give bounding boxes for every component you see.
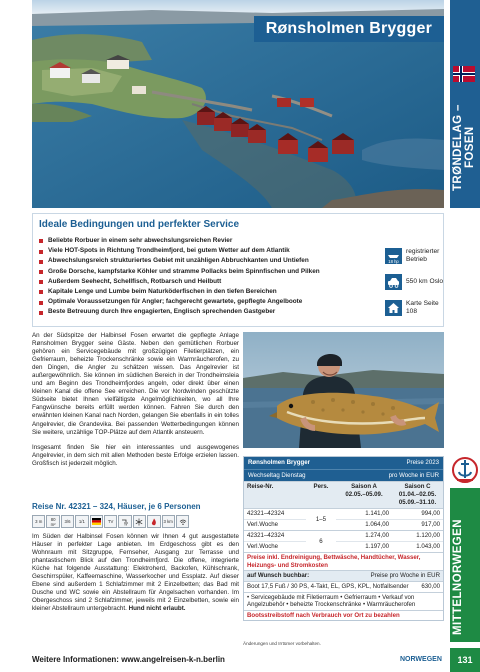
col-reise: Reise-Nr.: [247, 483, 274, 491]
service-list: • Servicegebäude mit Filetierraum • Gefrierraum • Verkauf von Angelzubehör • beheizte Trockenschränke • Warmräucherofen: [244, 592, 443, 610]
amenity-icons: [32, 515, 239, 528]
bath-icon: 1/1: [75, 515, 88, 528]
boat-18hp-icon: [385, 248, 402, 264]
table-cell: 42321–42324: [247, 510, 285, 518]
rooms-icon: 3/6: [61, 515, 74, 528]
table-cell: 6: [319, 538, 323, 546]
angler-with-cod-illustration: [243, 332, 444, 448]
intro-paragraph: An der Südspitze der Halbinsel Fosen erwartet die gepflegte Anlage Rønsholmen Brygger seine Gäste. Neben den gemütlichen Rorbuer gehören ein Servicegebäude mit großzügigen Filetierplätzen, ein Gefrierraum, beheizte Trockenschränke sowie ein Warmräucherofen, zu den Dingen, die Angler zu schätzen wissen. Das Angelrevier ist außergewöhnlich. Sie können im südlichen Bereich in der Trondheimsleia und am Beginn des Trondheimfjordes angeln, oder direkt über einen kleinen Kanal die offene See erreichen. Die vor Nordwinden geschützte Südseite bietet Ihnen vielfältigste Angelmöglichkeiten, wo all Ihre Fangwünsche bereits erfüllt werden können. Fahren Sie durch den erwähnten kleinen Kanal nach Norden, gelangen Sie ebenfalls in ein tolles Angelrevier, die Grandevika. Bei passenden Wetterbedingungen können Sie weitere, unzählige TOP-Plätze auf dem Atlantik ansteuern.: [32, 332, 239, 436]
features-box: [32, 213, 444, 327]
price-group: [244, 530, 443, 552]
feature-item: Abwechslungsreich strukturiertes Gebiet mit unzähligen Abbruchkanten und Untiefen: [39, 256, 369, 266]
price-year: Preise 2023: [406, 459, 439, 466]
area-icon: 80 m²: [46, 515, 59, 528]
bookable-unit: Preise pro Woche in EUR: [370, 572, 440, 579]
table-cell: 1–5: [315, 516, 327, 524]
house-map-icon: [385, 300, 402, 316]
changeover-day: Wechseltag Dienstag: [248, 471, 306, 479]
boat-row: [244, 581, 443, 592]
disclaimer: Änderungen und Irrtümer vorbehalten.: [243, 641, 321, 646]
table-cell: 1.043,00: [416, 543, 440, 551]
distance-icon: 3 km: [162, 515, 175, 528]
brand-logo: [450, 452, 480, 488]
features-heading: Ideale Bedingungen und perfekter Service: [39, 219, 240, 230]
shower-icon: [118, 515, 131, 528]
country-region-label: MITTELNORWEGEN: [452, 519, 464, 635]
wifi-icon: [176, 515, 189, 528]
feature-item: Kapitale Lenge und Lumbe beim Naturköderfischen in den tiefen Bereichen: [39, 287, 369, 297]
table-cell: 1.120,00: [416, 532, 440, 540]
col-season-a: Saison A 02.05.–05.09.: [345, 483, 383, 499]
angler-cod-photo: [243, 332, 444, 448]
feature-item: Beliebte Rorbuer in einem sehr abwechslungsreichen Revier: [39, 236, 369, 246]
table-cell: Verl.Woche: [247, 543, 279, 551]
price-accommodation-name: Rønsholmen Brygger: [248, 459, 310, 466]
feature-item: Außerdem Seehecht, Schellfisch, Rotbarsch und Heilbutt: [39, 277, 369, 287]
footer-country: NORWEGEN: [400, 656, 442, 663]
norway-flag-icon: [451, 66, 477, 82]
page-title: Rønsholmen Brygger: [254, 16, 444, 42]
intro-paragraph: Insgesamt finden Sie hier ein interessantes und ausgewogenes Angelrevier, in dem sich mit allen Methoden beste Erfolge erzielen lassen. Großfisch ist jederzeit möglich.: [32, 443, 239, 467]
dog-policy: Hund nicht erlaubt.: [128, 605, 186, 613]
price-header: [244, 457, 443, 469]
price-unit: pro Woche in EUR: [388, 471, 439, 479]
map-info[interactable]: [385, 300, 443, 316]
boat-price: 630,00: [421, 583, 440, 590]
hero-photo: [32, 0, 444, 208]
car-distance-icon: [385, 274, 402, 290]
feature-item: Viele HOT-Spots in Richtung Trondheimfjord, bei gutem Wetter auf dem Atlantik: [39, 246, 369, 256]
price-column-headers: [244, 481, 443, 508]
feature-item: Optimale Voraussetzungen für Angler; fachgerecht gewartete, gepflegte Angelboote: [39, 297, 369, 307]
table-cell: 1.274,00: [365, 532, 389, 540]
flag-de-icon: [90, 515, 103, 528]
price-table: [243, 456, 444, 621]
distance-info: [385, 274, 443, 290]
table-cell: 1.197,00: [365, 543, 389, 551]
bookable-header: [244, 570, 443, 581]
map-label: Karte Seite 108: [406, 300, 439, 316]
feature-item: Große Dorsche, kampfstarke Köhler und stramme Pollacks beim Spinnfischen und Pilken: [39, 267, 369, 277]
intro-text: [32, 332, 239, 468]
bookable-label: auf Wunsch buchbar:: [247, 572, 310, 579]
table-cell: 1.064,00: [365, 521, 389, 529]
table-cell: Verl.Woche: [247, 521, 279, 529]
fire-icon: [147, 515, 160, 528]
footer-info[interactable]: Weitere Informationen: www.angelreisen-k-n.berlin: [32, 655, 225, 664]
col-pers: Pers.: [313, 483, 329, 491]
registered-label: registrierter Betrieb: [406, 248, 440, 264]
table-cell: 917,00: [421, 521, 440, 529]
region-label: TRØNDELAG – FOSEN: [452, 104, 476, 191]
tv-icon: TV: [104, 515, 117, 528]
fuel-note: Bootsstreibstoff nach Verbrauch vor Ort zu bezahlen: [244, 610, 443, 620]
page-number: 131: [450, 648, 480, 672]
boat-description: Boot 17,5 Fuß / 30 PS, 4-Takt, EL, GPS, KPL, Notfallsender: [247, 583, 409, 590]
freezer-icon: [133, 515, 146, 528]
feature-item: Beste Betreuung durch Ihre engagierten, Englisch sprechenden Gastgeber: [39, 307, 369, 317]
registered-info: [385, 248, 443, 264]
region-side-tab: [450, 0, 480, 208]
house-description: Im Süden der Halbinsel Fosen können wir Ihnen 4 gut ausgestattete Häuser in perfekter Lage anbieten. Im Erdgeschoss gibt es den Wohnraum mit Sitzgruppe, Fernseher, Ausgang zur Terrasse und phantastischem Blick auf den Trondheimfjord. Die offene, integrierte Küche hat folgende Ausstattung: Elektroherd, Backofen, Kühlschrank, Geschirrspüler, Kaffeemaschine, Wasserkocher und Essplatz. Auf dieser Ebene sind außerdem 1 Schlafzimmer mit 2 Einzelbetten; das Bad mit Dusche und WC sowie ein Abstellraum für Angelsachen vorhanden. Im Obergeschoss sind 2 Schlafzimmer, jeweils mit 2 Einzelbetten, sowie ein kleiner Abstellraum untergebracht. Hund nicht erlaubt.: [32, 533, 239, 613]
house-heading: Reise Nr. 42321 – 324, Häuser, je 6 Personen: [32, 502, 201, 511]
inclusive-note: Preise inkl. Endreinigung, Bettwäsche, Handtücher, Wasser, Heizungs- und Stromkosten: [244, 552, 443, 570]
col-season-c: Saison C 01.04.–02.05. 05.09.–31.10.: [398, 483, 437, 507]
table-cell: 42321–42324: [247, 532, 285, 540]
table-cell: 994,00: [421, 510, 440, 518]
table-cell: 1.141,00: [365, 510, 389, 518]
distance-sea-icon: 3 m: [32, 515, 45, 528]
house-section: [32, 502, 239, 613]
price-subheader: [244, 469, 443, 482]
anchor-logo-icon: [450, 452, 480, 488]
boat-power-label: 18 hp: [388, 259, 399, 265]
price-group: [244, 508, 443, 530]
distance-label: 550 km Oslo: [406, 277, 444, 285]
feature-list: [39, 236, 369, 318]
